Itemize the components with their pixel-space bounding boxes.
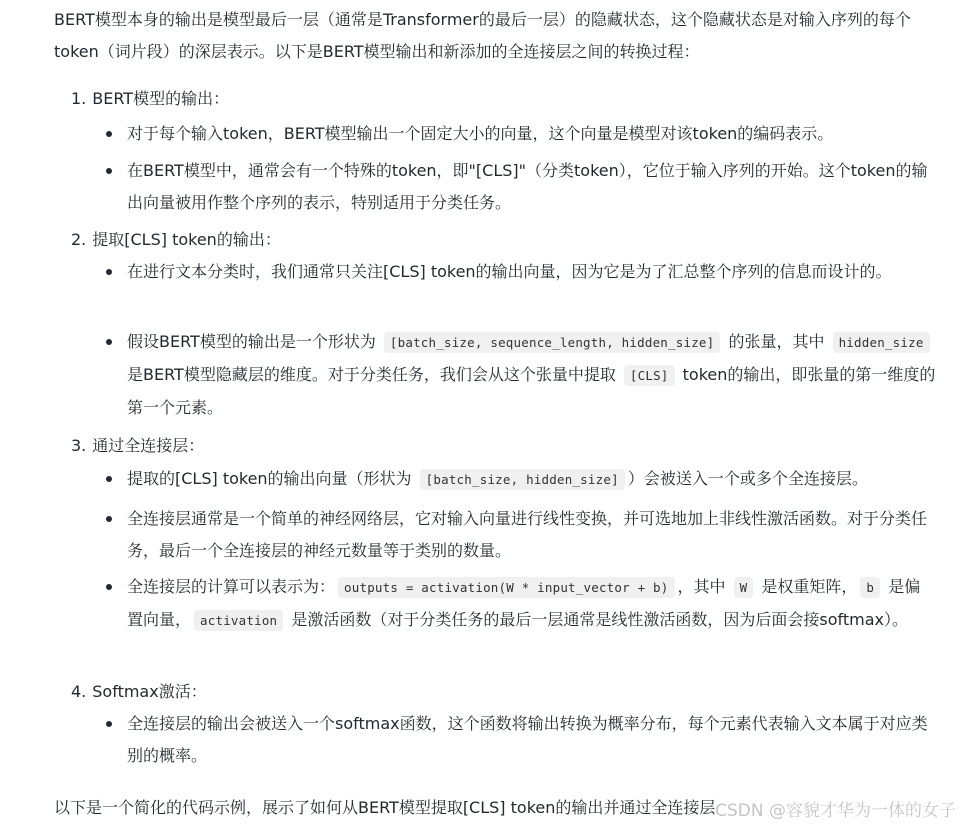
bullet-text — [127, 571, 936, 637]
step-3-bullet-1 — [106, 463, 936, 496]
bullet-dot — [106, 516, 112, 522]
bullet-text — [127, 256, 936, 288]
text-run: token的输出，即张量的第一维度的第一个元素。 — [127, 365, 936, 417]
inline-code: b — [860, 577, 880, 598]
text-run: 对于每个输入token，BERT模型输出一个固定大小的向量，这个向量是模型对该token的编码表示。 — [127, 124, 834, 143]
outro-paragraph: 以下是一个简化的代码示例，展示了如何从BERT模型提取[CLS] token的输出并通过全连接层 — [54, 798, 716, 817]
step-4-bullet-1 — [106, 708, 936, 772]
inline-code: W — [734, 577, 754, 598]
text-run: 假设BERT模型的输出是一个形状为 — [127, 332, 381, 351]
step-2-bullet-2 — [106, 326, 936, 424]
bullet-text — [127, 708, 936, 772]
text-run: 是BERT模型隐藏层的维度。对于分类任务，我们会从这个张量中提取 — [127, 365, 621, 384]
text-run: 在BERT模型中，通常会有一个特殊的token，即"[CLS]"（分类token），它位于输入序列的开始。这个token的输出向量被用作整个序列的表示，特别适用于分类任务。 — [127, 161, 928, 212]
bullet-text — [127, 155, 936, 219]
inline-code: outputs = activation(W * input_vector + b) — [338, 577, 674, 598]
step-2-title: 提取[CLS] token的输出： — [92, 230, 281, 249]
intro-paragraph: BERT模型本身的输出是模型最后一层（通常是Transformer的最后一层）的隐藏状态，这个隐藏状态是对输入序列的每个token（词片段）的深层表示。以下是BERT模型输出和新添加的全连接层之间的转换过程： — [54, 10, 911, 61]
step-4-heading — [71, 680, 207, 704]
step-2-bullet-1 — [106, 256, 936, 288]
bullet-dot — [106, 131, 112, 137]
inline-code: [batch_size, sequence_length, hidden_size] — [384, 332, 720, 353]
text-run: ）会被送入一个或多个全连接层。 — [627, 469, 868, 488]
bullet-text — [127, 503, 936, 567]
bullet-text — [127, 118, 936, 150]
text-run: ，其中 — [677, 577, 731, 596]
step-4-title: Softmax激活： — [92, 682, 207, 701]
step-3-heading — [71, 434, 204, 458]
bullet-dot — [106, 168, 112, 174]
text-run: 的张量，其中 — [723, 332, 830, 351]
inline-code: activation — [194, 610, 283, 631]
inline-code: [CLS] — [624, 365, 675, 386]
step-3-bullet-3 — [106, 571, 936, 637]
bullet-dot — [106, 339, 112, 345]
watermark: CSDN @容貌才华为一体的女子 — [715, 801, 956, 821]
step-2-number: 2. — [71, 230, 87, 249]
bullet-dot — [106, 584, 112, 590]
bullet-text — [127, 326, 936, 424]
step-3-bullet-2 — [106, 503, 936, 567]
step-1-heading — [71, 87, 229, 111]
step-1-number: 1. — [71, 89, 87, 108]
bullet-dot — [106, 721, 112, 727]
bullet-dot — [106, 269, 112, 275]
text-run: 提取的[CLS] token的输出向量（形状为 — [127, 469, 417, 488]
text-run: 是激活函数（对于分类任务的最后一层通常是线性激活函数，因为后面会接softmax）。 — [286, 610, 908, 629]
step-1-bullet-1 — [106, 118, 936, 150]
text-run: 是权重矩阵， — [756, 577, 858, 596]
step-1-bullet-2 — [106, 155, 936, 219]
bullet-text — [127, 463, 936, 496]
bullet-dot — [106, 476, 112, 482]
step-3-number: 3. — [71, 436, 87, 455]
text-run: 全连接层的输出会被送入一个softmax函数，这个函数将输出转换为概率分布，每个元素代表输入文本属于对应类别的概率。 — [127, 714, 928, 765]
text-run: 全连接层通常是一个简单的神经网络层，它对输入向量进行线性变换，并可选地加上非线性激活函数。对于分类任务，最后一个全连接层的神经元数量等于类别的数量。 — [127, 509, 928, 560]
step-1-title: BERT模型的输出： — [92, 89, 230, 108]
step-2-heading — [71, 228, 281, 252]
text-run: 是偏置向量， — [127, 577, 921, 629]
inline-code: hidden_size — [833, 332, 930, 353]
inline-code: [batch_size, hidden_size] — [420, 469, 625, 490]
text-run: 全连接层的计算可以表示为： — [127, 577, 336, 596]
text-run: 在进行文本分类时，我们通常只关注[CLS] token的输出向量，因为它是为了汇总整个序列的信息而设计的。 — [127, 262, 892, 281]
step-4-number: 4. — [71, 682, 87, 701]
step-3-title: 通过全连接层： — [92, 436, 205, 455]
